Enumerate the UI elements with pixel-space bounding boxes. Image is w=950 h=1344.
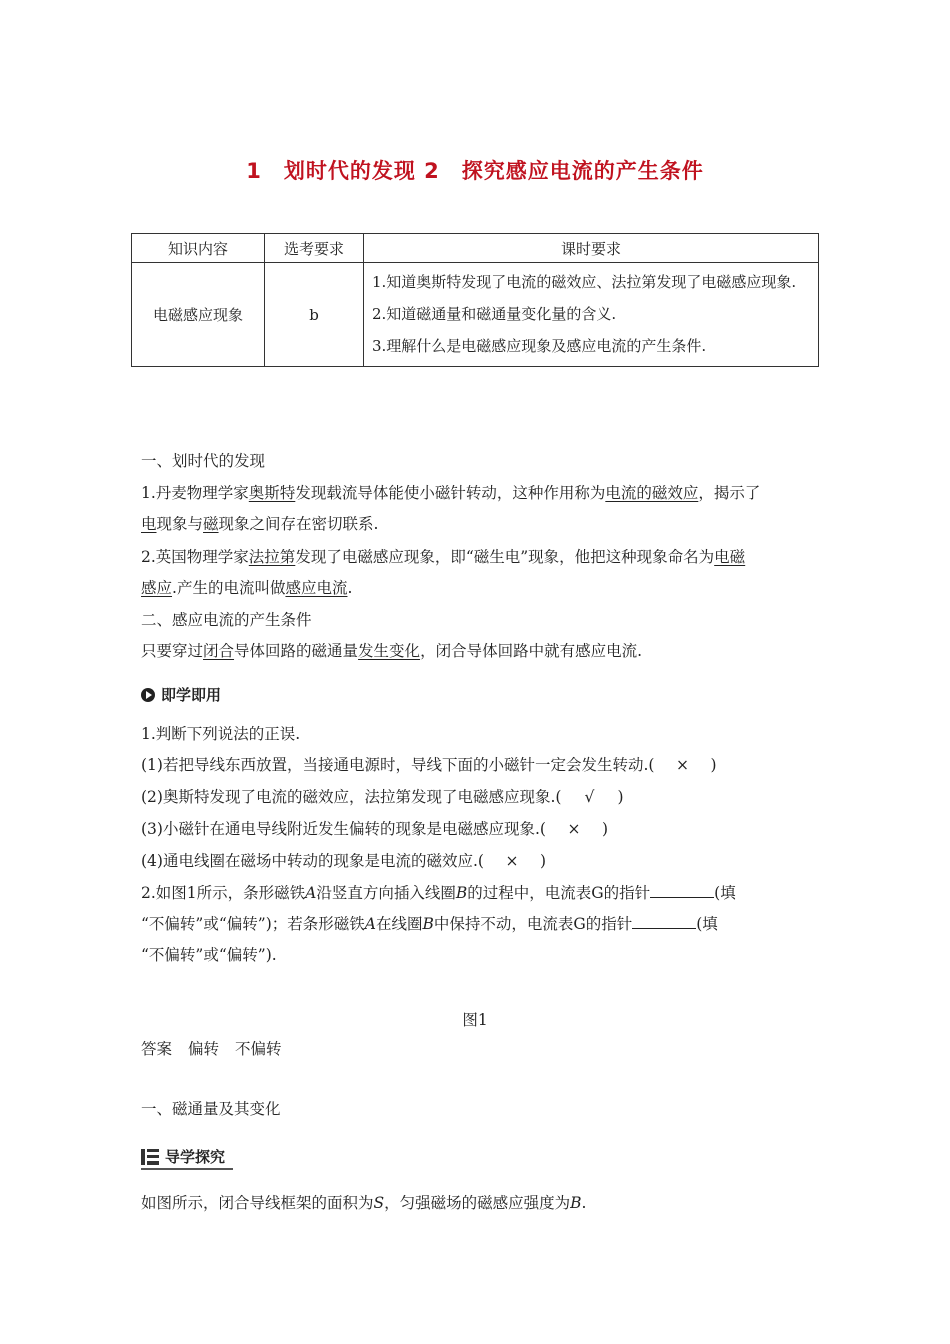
question-2: 2.如图1所示，条形磁铁A沿竖直方向插入线圈B的过程中，电流表G的指针 (填 “不偏转”或“偏转”)；若条形磁铁A在线圈B中保持不动，电流表G的指针 (填 “不偏转”或“偏转”). (141, 884, 736, 964)
paragraph-faraday: 2.英国物理学家法拉第发现了电磁感应现象，即“磁生电”现象，他把这种现象命名为电磁 感应.产生的电流叫做感应电流. (141, 548, 746, 597)
judge-mark: × (505, 852, 519, 870)
judge-mark: × (675, 756, 689, 774)
judge-item: (1)若把导线东西放置，当接通电源时，导线下面的小磁针一定会发生转动.( × ) (141, 750, 813, 781)
table-cell-level: b (265, 263, 364, 367)
requirements-table (131, 233, 819, 367)
table-header-row (132, 234, 819, 263)
fill-answer: 闭合 (203, 642, 235, 660)
figure-caption: 图1 (462, 1011, 488, 1029)
answer-line: 答案 偏转 不偏转 (141, 1040, 282, 1058)
page-title: 1 划时代的发现 2 探究感应电流的产生条件 (246, 159, 704, 183)
judge-item: (4)通电线圈在磁场中转动的现象是电流的磁效应.( × ) (141, 846, 813, 877)
section-heading: 一、磁通量及其变化 (141, 1100, 281, 1118)
fill-answer: 发生变化 (358, 642, 421, 660)
table-header-cell: 选考要求 (265, 234, 364, 263)
fill-answer: 奥斯特 (248, 484, 296, 502)
paragraph-condition: 只要穿过闭合导体回路的磁通量发生变化，闭合导体回路中就有感应电流. (141, 642, 642, 660)
paragraph-oersted: 1.丹麦物理学家奥斯特发现载流导体能使小磁针转动，这种作用称为电流的磁效应，揭示了 电现象与磁现象之间存在密切联系. (141, 484, 761, 533)
table-cell-requirements (364, 263, 819, 367)
section-heading: 二、感应电流的产生条件 (141, 611, 312, 629)
list-bars-icon (141, 1149, 159, 1165)
answer-blank[interactable] (632, 914, 696, 929)
table-header-cell: 知识内容 (132, 234, 265, 263)
fill-answer: 感应电流 (285, 579, 348, 597)
requirement-item: 1.知道奥斯特发现了电流的磁效应、法拉第发现了电磁感应现象. (372, 273, 797, 291)
table-header-cell: 课时要求 (364, 234, 819, 263)
fill-answer: 感应 (141, 579, 173, 597)
play-circle-icon (141, 688, 155, 702)
judge-mark: × (567, 820, 581, 838)
fill-answer: 磁 (203, 515, 219, 533)
judge-mark: √ (584, 788, 595, 806)
table-row (132, 263, 819, 367)
requirement-item: 2.知道磁通量和磁通量变化量的含义. (372, 305, 617, 323)
paragraph-flux: 如图所示，闭合导线框架的面积为S，匀强磁场的磁感应强度为B. (141, 1194, 587, 1212)
practice-tag: 即学即用 (141, 684, 221, 705)
answer-blank[interactable] (650, 883, 714, 898)
requirement-item: 3.理解什么是电磁感应现象及感应电流的产生条件. (372, 337, 707, 355)
table-cell-topic: 电磁感应现象 (132, 263, 265, 367)
fill-answer: 法拉第 (248, 548, 296, 566)
fill-answer: 电流的磁效应 (605, 484, 699, 502)
divider (141, 1168, 233, 1170)
fill-answer: 电 (141, 515, 157, 533)
section-heading: 一、划时代的发现 (141, 452, 266, 470)
guide-tag: 导学探究 (141, 1146, 225, 1167)
judge-item: (2)奥斯特发现了电流的磁效应，法拉第发现了电磁感应现象.( √ ) (141, 782, 813, 813)
question-1: 1.判断下列说法的正误. (141, 725, 301, 743)
judge-item: (3)小磁针在通电导线附近发生偏转的现象是电磁感应现象.( × ) (141, 814, 813, 845)
fill-answer: 电磁 (714, 548, 746, 566)
